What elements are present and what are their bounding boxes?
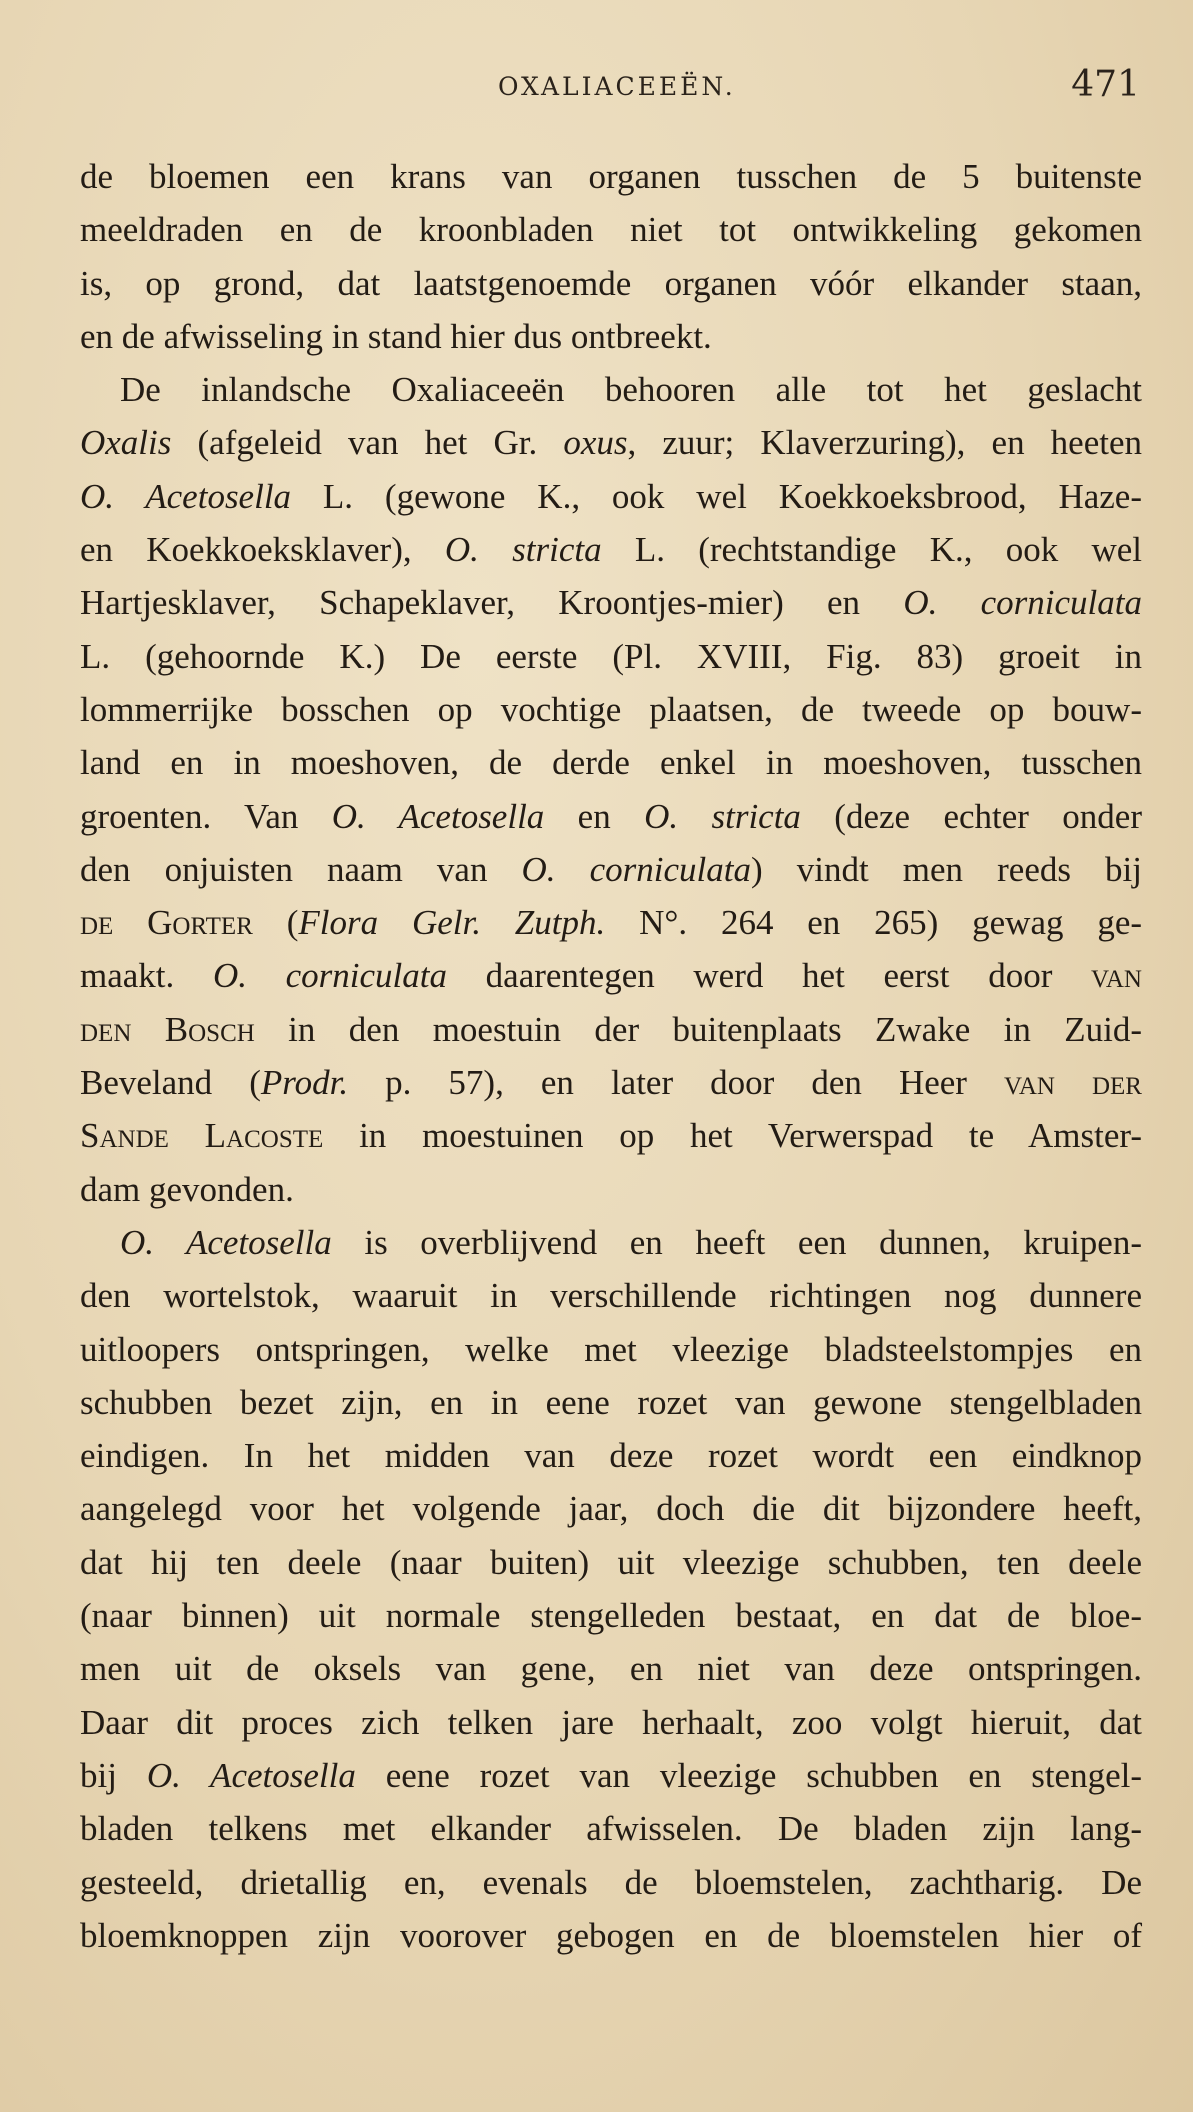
text-line <box>80 1269 1142 1322</box>
text-run: bij <box>80 1755 147 1795</box>
work-title: Prodr. <box>260 1063 349 1103</box>
text-run: is overblijvend en heeft een dunnen, kruipen- <box>331 1222 1143 1262</box>
author-name: van <box>1091 956 1142 996</box>
text-line <box>80 1909 1142 1962</box>
text-run: eene rozet van vleezige schubben en stengel- <box>355 1755 1143 1795</box>
text-run: dam gevonden. <box>80 1169 294 1209</box>
genus-name: Oxalis <box>80 423 172 463</box>
text-run: den onjuisten naam van <box>80 849 522 889</box>
species-name: O. Acetosella <box>80 476 292 516</box>
text-line <box>80 1536 1142 1589</box>
text-line <box>80 736 1142 789</box>
text-run: in moestuinen op het Verwerspad te Amster- <box>323 1116 1142 1156</box>
text-line <box>80 630 1142 683</box>
text-line <box>80 1856 1142 1909</box>
text-run: Daar dit proces zich telken jare herhaalt, zoo volgt hieruit, dat <box>80 1702 1142 1742</box>
text-line <box>80 1429 1142 1482</box>
text-run: uitloopers ontspringen, welke met vleezige bladsteelstompjes en <box>80 1329 1142 1369</box>
text-line <box>80 1589 1142 1642</box>
text-run: (afgeleid van het Gr. <box>171 423 564 463</box>
page-number: 471 <box>1071 64 1140 105</box>
text-line <box>80 257 1142 310</box>
greek-word: oxus <box>563 423 628 463</box>
text-run: N°. 264 en 265) gewag ge- <box>605 903 1143 943</box>
body-text <box>80 150 1142 1962</box>
text-line <box>80 416 1142 469</box>
text-line <box>80 1482 1142 1535</box>
text-run: Hartjesklaver, Schapeklaver, Kroontjes-mier) en <box>80 583 904 623</box>
text-run: (deze echter onder <box>800 796 1142 836</box>
text-line <box>80 896 1142 949</box>
species-name: O. corniculata <box>903 583 1142 623</box>
text-line <box>80 1749 1142 1802</box>
text-line <box>80 949 1142 1002</box>
text-line <box>80 843 1142 896</box>
text-run: maakt. <box>80 956 213 996</box>
text-line <box>80 1056 1142 1109</box>
text-run: groenten. Van <box>80 796 332 836</box>
text-run: L. (gehoornde K.) De eerste (Pl. XVIII, Fig. 83) groeit in <box>80 636 1142 676</box>
text-run: , zuur; Klaverzuring), en heeten <box>627 423 1143 463</box>
author-name: de Gorter <box>80 903 253 943</box>
text-run: schubben bezet zijn, en in eene rozet van gewone stengelbladen <box>80 1382 1142 1422</box>
text-line <box>80 1003 1142 1056</box>
text-run: (naar binnen) uit normale stengelleden bestaat, en dat de bloe- <box>80 1596 1142 1636</box>
text-run: en <box>544 796 645 836</box>
text-run: De inlandsche Oxaliaceeën behooren alle tot het geslacht <box>120 370 1142 410</box>
text-line <box>80 203 1142 256</box>
text-run: de bloemen een krans van organen tusschen de 5 buitenste <box>80 157 1142 196</box>
text-run: aangelegd voor het volgende jaar, doch die dit bijzondere heeft, <box>80 1489 1142 1529</box>
species-name: O. stricta <box>444 530 602 570</box>
text-line <box>80 1163 1142 1216</box>
text-line <box>80 150 1142 203</box>
species-name: O. Acetosella <box>331 796 545 836</box>
text-run: ( <box>252 903 299 943</box>
page-header <box>80 64 1140 124</box>
author-name: van der <box>1004 1063 1142 1103</box>
text-line <box>80 1216 1142 1269</box>
text-line <box>80 790 1142 843</box>
text-run: daarentegen werd het eerst door <box>447 956 1092 996</box>
text-line <box>80 1802 1142 1855</box>
text-run: in den moestuin der buitenplaats Zwake in Zuid- <box>254 1009 1142 1049</box>
text-run: bladen telkens met elkander afwisselen. De bladen zijn lang- <box>80 1809 1142 1849</box>
text-run: meeldraden en de kroonbladen niet tot ontwikkeling gekomen <box>80 210 1142 250</box>
text-line <box>80 1376 1142 1429</box>
author-name: Sande Lacoste <box>80 1116 324 1156</box>
text-run: bloemknoppen zijn voorover gebogen en de bloemstelen hier of <box>80 1915 1142 1955</box>
text-run: p. 57), en later door den Heer <box>348 1063 1004 1103</box>
text-run: Beveland ( <box>80 1063 261 1103</box>
species-name: O. stricta <box>644 796 801 836</box>
text-run: eindigen. In het midden van deze rozet wordt een eindknop <box>80 1436 1142 1476</box>
text-line <box>80 310 1142 363</box>
text-run: L. (rechtstandige K., ook wel <box>601 530 1143 570</box>
text-run: L. (gewone K., ook wel Koekkoeksbrood, Haze- <box>291 476 1142 516</box>
text-line <box>80 523 1142 576</box>
text-run: men uit de oksels van gene, en niet van deze ontspringen. <box>80 1649 1142 1689</box>
running-title: OXALIACEEËN. <box>498 72 736 101</box>
text-run: ) vindt men reeds bij <box>751 849 1143 889</box>
text-line <box>80 1642 1142 1695</box>
species-name: O. corniculata <box>212 956 447 996</box>
text-run: land en in moeshoven, de derde enkel in moeshoven, tusschen <box>80 743 1142 783</box>
text-run: en Koekkoeksklaver), <box>80 530 445 570</box>
text-line <box>80 363 1142 416</box>
text-line <box>80 470 1142 523</box>
text-run: en de afwisseling in stand hier dus ontbreekt. <box>80 316 712 356</box>
species-name: O. Acetosella <box>120 1222 332 1262</box>
species-name: O. corniculata <box>521 849 752 889</box>
text-line <box>80 576 1142 629</box>
text-run: gesteeld, drietallig en, evenals de bloemstelen, zachtharig. De <box>80 1862 1142 1902</box>
text-run: is, op grond, dat laatstgenoemde organen vóór elkander staan, <box>80 263 1142 303</box>
text-line <box>80 1109 1142 1162</box>
species-name: O. Acetosella <box>146 1755 356 1795</box>
text-run: dat hij ten deele (naar buiten) uit vleezige schubben, ten deele <box>80 1542 1142 1582</box>
text-line <box>80 1696 1142 1749</box>
text-line <box>80 1323 1142 1376</box>
author-name: den Bosch <box>80 1009 255 1049</box>
text-run: den wortelstok, waaruit in verschillende richtingen nog dunnere <box>80 1276 1142 1316</box>
work-title: Flora Gelr. Zutph. <box>298 903 606 943</box>
text-run: lommerrijke bosschen op vochtige plaatsen, de tweede op bouw- <box>80 689 1142 729</box>
text-line <box>80 683 1142 736</box>
